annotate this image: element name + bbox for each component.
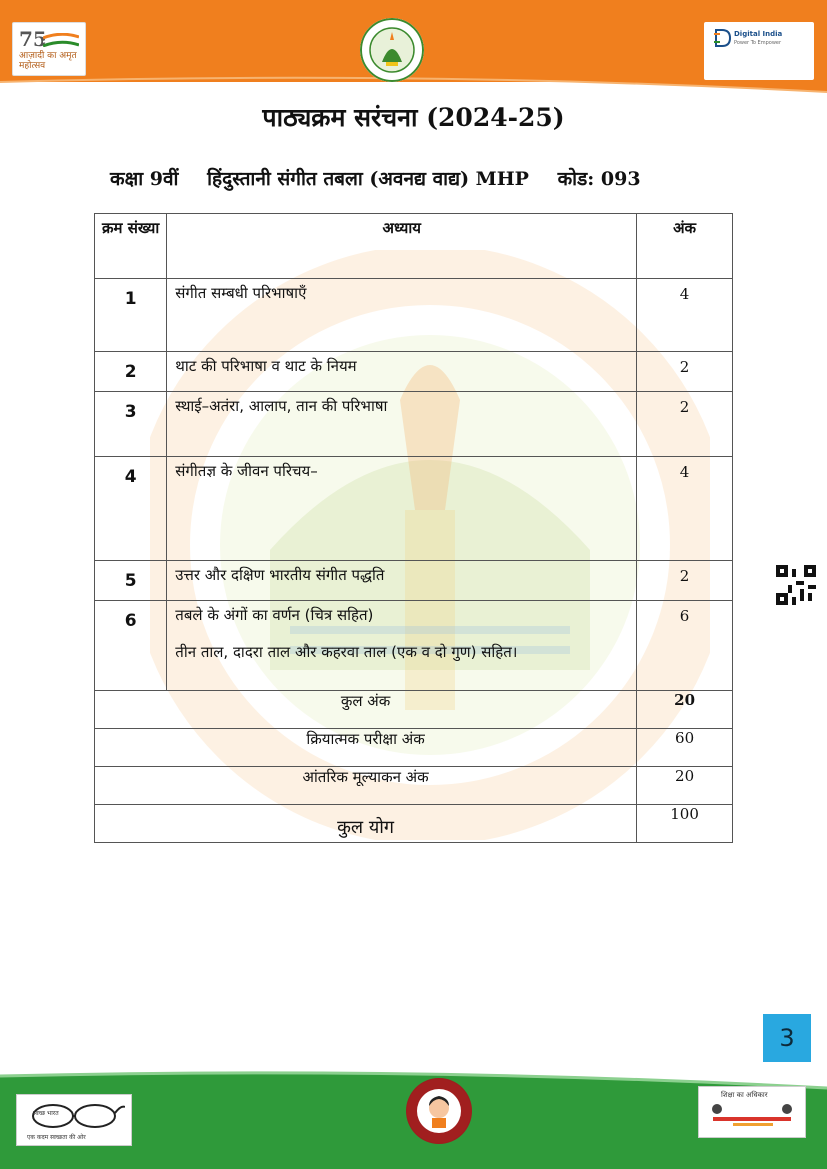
serial-header: क्रम संख्या: [95, 214, 167, 279]
table-row: [95, 279, 733, 352]
tricolor-icon: [43, 33, 79, 47]
row-number: 2: [124, 362, 137, 382]
row-marks: 2: [679, 398, 690, 416]
chapter-name: संगीत सम्बधी परिभाषाएँ: [175, 284, 307, 302]
row-marks: 6: [679, 607, 690, 625]
digital-india-text: Digital India: [734, 30, 783, 38]
table-row: [95, 392, 733, 457]
logo-number: 75: [19, 27, 47, 51]
table-row: [95, 561, 733, 601]
chapter-name: तबले के अंगों का वर्णन (चित्र सहित): [175, 606, 374, 624]
row-number: 4: [124, 467, 137, 487]
chapter-name: संगीतज्ञ के जीवन परिचय–: [175, 462, 318, 480]
chapter-extra: तीन ताल, दादरा ताल और कहरवा ताल (एक व दो गुण) सहित।: [175, 643, 518, 661]
row-marks: 2: [679, 358, 690, 376]
swachh-text: स्वच्छ भारत: [33, 1110, 59, 1117]
table-row: [95, 352, 733, 392]
digital-india-tagline: Power To Empower: [734, 40, 782, 46]
internal-marks-label: आंतरिक मूल्याकन अंक: [95, 767, 637, 805]
syllabus-table: [94, 213, 733, 843]
code-label: कोड: 093: [557, 168, 641, 190]
chapter-name: उत्तर और दक्षिण भारतीय संगीत पद्धति: [175, 566, 385, 584]
subject-label: हिंदुस्तानी संगीत तबला (अवनद्य वाद्य) MHP: [207, 168, 529, 190]
board-emblem-icon: [360, 18, 424, 82]
logo-text: आज़ादी का अमृत महोत्सव: [19, 51, 77, 71]
total-marks-label: कुल अंक: [95, 691, 637, 729]
row-number: 3: [124, 402, 137, 422]
table-row: [95, 457, 733, 561]
table-row: [95, 601, 733, 691]
page-title: पाठ्यक्रम सरंचना (2024-25): [262, 103, 565, 132]
row-marks: 4: [679, 285, 690, 303]
internal-marks-value: 20: [637, 767, 733, 805]
grand-total-value: 100: [637, 805, 733, 843]
swachh-bharat-logo: [16, 1094, 132, 1146]
total-marks-value: 20: [637, 691, 733, 729]
summary-row: [95, 805, 733, 843]
class-label: कक्षा 9वीं: [110, 168, 179, 190]
practical-marks-label: क्रियात्मक परीक्षा अंक: [95, 729, 637, 767]
table-header-row: [95, 214, 733, 279]
digital-india-icon: [712, 28, 732, 48]
summary-row: [95, 691, 733, 729]
row-number: 1: [124, 289, 137, 309]
summary-row: [95, 729, 733, 767]
page-number: 3: [763, 1014, 811, 1062]
summary-row: [95, 767, 733, 805]
chapter-name: थाट की परिभाषा व थाट के नियम: [175, 357, 357, 375]
azadi-ka-amrit-mahotsav-logo: [12, 22, 86, 76]
digital-india-logo: [704, 22, 814, 80]
chapter-header: अध्याय: [167, 214, 637, 279]
marks-header: अंक: [637, 214, 733, 279]
row-marks: 4: [679, 463, 690, 481]
children-reading-icon: [703, 1101, 801, 1133]
row-number: 5: [124, 571, 137, 591]
beti-bachao-logo-icon: [406, 1078, 472, 1144]
practical-marks-value: 60: [637, 729, 733, 767]
page-subtitle: [110, 165, 730, 191]
qr-code-icon: [776, 565, 816, 605]
row-marks: 2: [679, 567, 690, 585]
chapter-name: स्थाई–अतंरा, आलाप, तान की परिभाषा: [175, 397, 388, 415]
grand-total-label: कुल योग: [95, 805, 637, 843]
shiksha-text: शिक्षा का अधिकार: [721, 1091, 768, 1099]
swachh-tagline: एक कदम स्वच्छता की ओर: [27, 1134, 86, 1141]
shiksha-ka-adhikar-logo: [698, 1086, 806, 1138]
row-number: 6: [124, 611, 137, 631]
